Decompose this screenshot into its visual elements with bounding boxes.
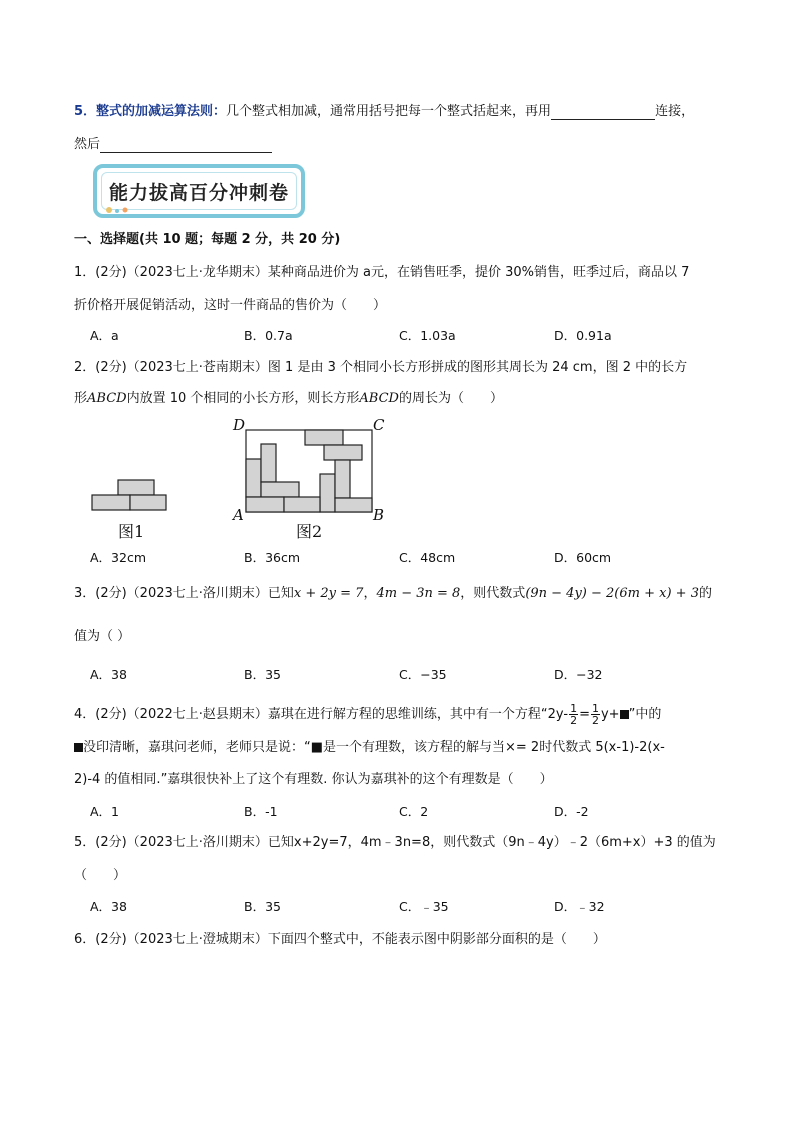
q2-line2: 形ABCD内放置 10 个相同的小长方形，则长方形ABCD的周长为（ ）: [74, 391, 503, 406]
blank-square-icon: [74, 743, 83, 752]
q2-figure-1: [90, 478, 170, 514]
q6-line1: 6．(2分)（2023七上·澄城期末）下面四个整式中，不能表示图中阴影部分面积的是（ ）: [74, 932, 606, 947]
banner-title: 能力拔高百分冲刺卷: [108, 182, 289, 204]
q5-option-c[interactable]: C．﹣35: [399, 899, 449, 914]
q2-corner-c: C: [373, 416, 385, 434]
section5-line2: 然后: [74, 137, 272, 153]
q4-line3: 2)-4 的值相同.”嘉琪很快补上了这个有理数. 你认为嘉琪补的这个有理数是（ ）: [74, 772, 553, 787]
q4-line1: 4．(2分)（2022七上·赵县期末）嘉琪在进行解方程的思维训练，其中有一个方程“2y- $\frac{1}{2}$ = $\frac{1}{2}$ y+ ”中的: [74, 702, 662, 727]
q5-option-d[interactable]: D．﹣32: [554, 899, 605, 914]
q5-line1: 5．(2分)（2023七上·洛川期末）已知x+2y=7，4m﹣3n=8，则代数式（9n﹣4y）﹣2（6m+x）+3 的值为: [74, 835, 716, 850]
q5-line2: （ ）: [74, 868, 127, 883]
q1-option-b[interactable]: B．0.7a: [244, 328, 293, 343]
q4-option-d[interactable]: D．-2: [554, 804, 589, 819]
q3-option-b[interactable]: B．35: [244, 667, 281, 682]
q3-option-d[interactable]: D．−32: [554, 667, 603, 682]
q2-figure-2: [244, 428, 374, 514]
q1-option-a[interactable]: A．a: [90, 328, 119, 343]
q2-corner-d: D: [233, 416, 246, 434]
q3-line2: 值为（ ）: [74, 629, 131, 644]
q4-option-c[interactable]: C．2: [399, 804, 429, 819]
section-banner: [93, 164, 305, 218]
blank-1: [551, 106, 655, 120]
part-heading: 一、选择题(共 10 题；每题 2 分，共 20 分): [74, 232, 341, 247]
q2-option-a[interactable]: A．32cm: [90, 550, 147, 565]
q1-option-c[interactable]: C．1.03a: [399, 328, 456, 343]
banner-decoration-icon: [103, 204, 139, 216]
q4-fraction-2: $\frac{1}{2}$: [591, 702, 599, 727]
q2-fig1-label: 图1: [118, 522, 145, 541]
q1-option-d[interactable]: D．0.91a: [554, 328, 612, 343]
blank-square-icon: [620, 710, 629, 719]
q5-option-a[interactable]: A．38: [90, 899, 127, 914]
q1-line1: 1．(2分)（2023七上·龙华期末）某种商品进价为 a元，在销售旺季，提价 30%销售，旺季过后，商品以 7: [74, 265, 690, 280]
q1-line2: 折价格开展促销活动，这时一件商品的售价为（ ）: [74, 298, 387, 313]
q4-option-b[interactable]: B．-1: [244, 804, 278, 819]
q5-option-b[interactable]: B．35: [244, 899, 281, 914]
section5-heading: 5．整式的加减运算法则：: [74, 104, 227, 119]
q2-fig2-label: 图2: [296, 522, 323, 541]
q2-corner-b: B: [373, 506, 385, 524]
blank-2: [100, 139, 272, 153]
q2-line1: 2．(2分)（2023七上·苍南期末）图 1 是由 3 个相同小长方形拼成的图形其周长为 24 cm，图 2 中的长方: [74, 360, 688, 375]
q2-option-c[interactable]: C．48cm: [399, 550, 456, 565]
q3-option-c[interactable]: C．−35: [399, 667, 447, 682]
q4-line2: 没印清晰，嘉琪问老师，老师只是说：“■是一个有理数，该方程的解与当×= 2时代数式 5(x-1)-2(x-: [74, 740, 665, 756]
q3-option-a[interactable]: A．38: [90, 667, 127, 682]
q4-fraction-1: $\frac{1}{2}$: [570, 702, 578, 727]
q2-option-b[interactable]: B．36cm: [244, 550, 301, 565]
q4-option-a[interactable]: A．1: [90, 804, 120, 819]
section5-line1: 5．整式的加减运算法则：几个整式相加减，通常用括号把每一个整式括起来，再用 连接，: [74, 104, 695, 119]
q3-line1: 3．(2分)（2023七上·洛川期末）已知x + 2y = 7，4m − 3n = 8，则代数式(9n − 4y) − 2(6m + x) + 3的: [74, 586, 712, 601]
q2-option-d[interactable]: D．60cm: [554, 550, 612, 565]
q2-corner-a: A: [233, 506, 244, 524]
